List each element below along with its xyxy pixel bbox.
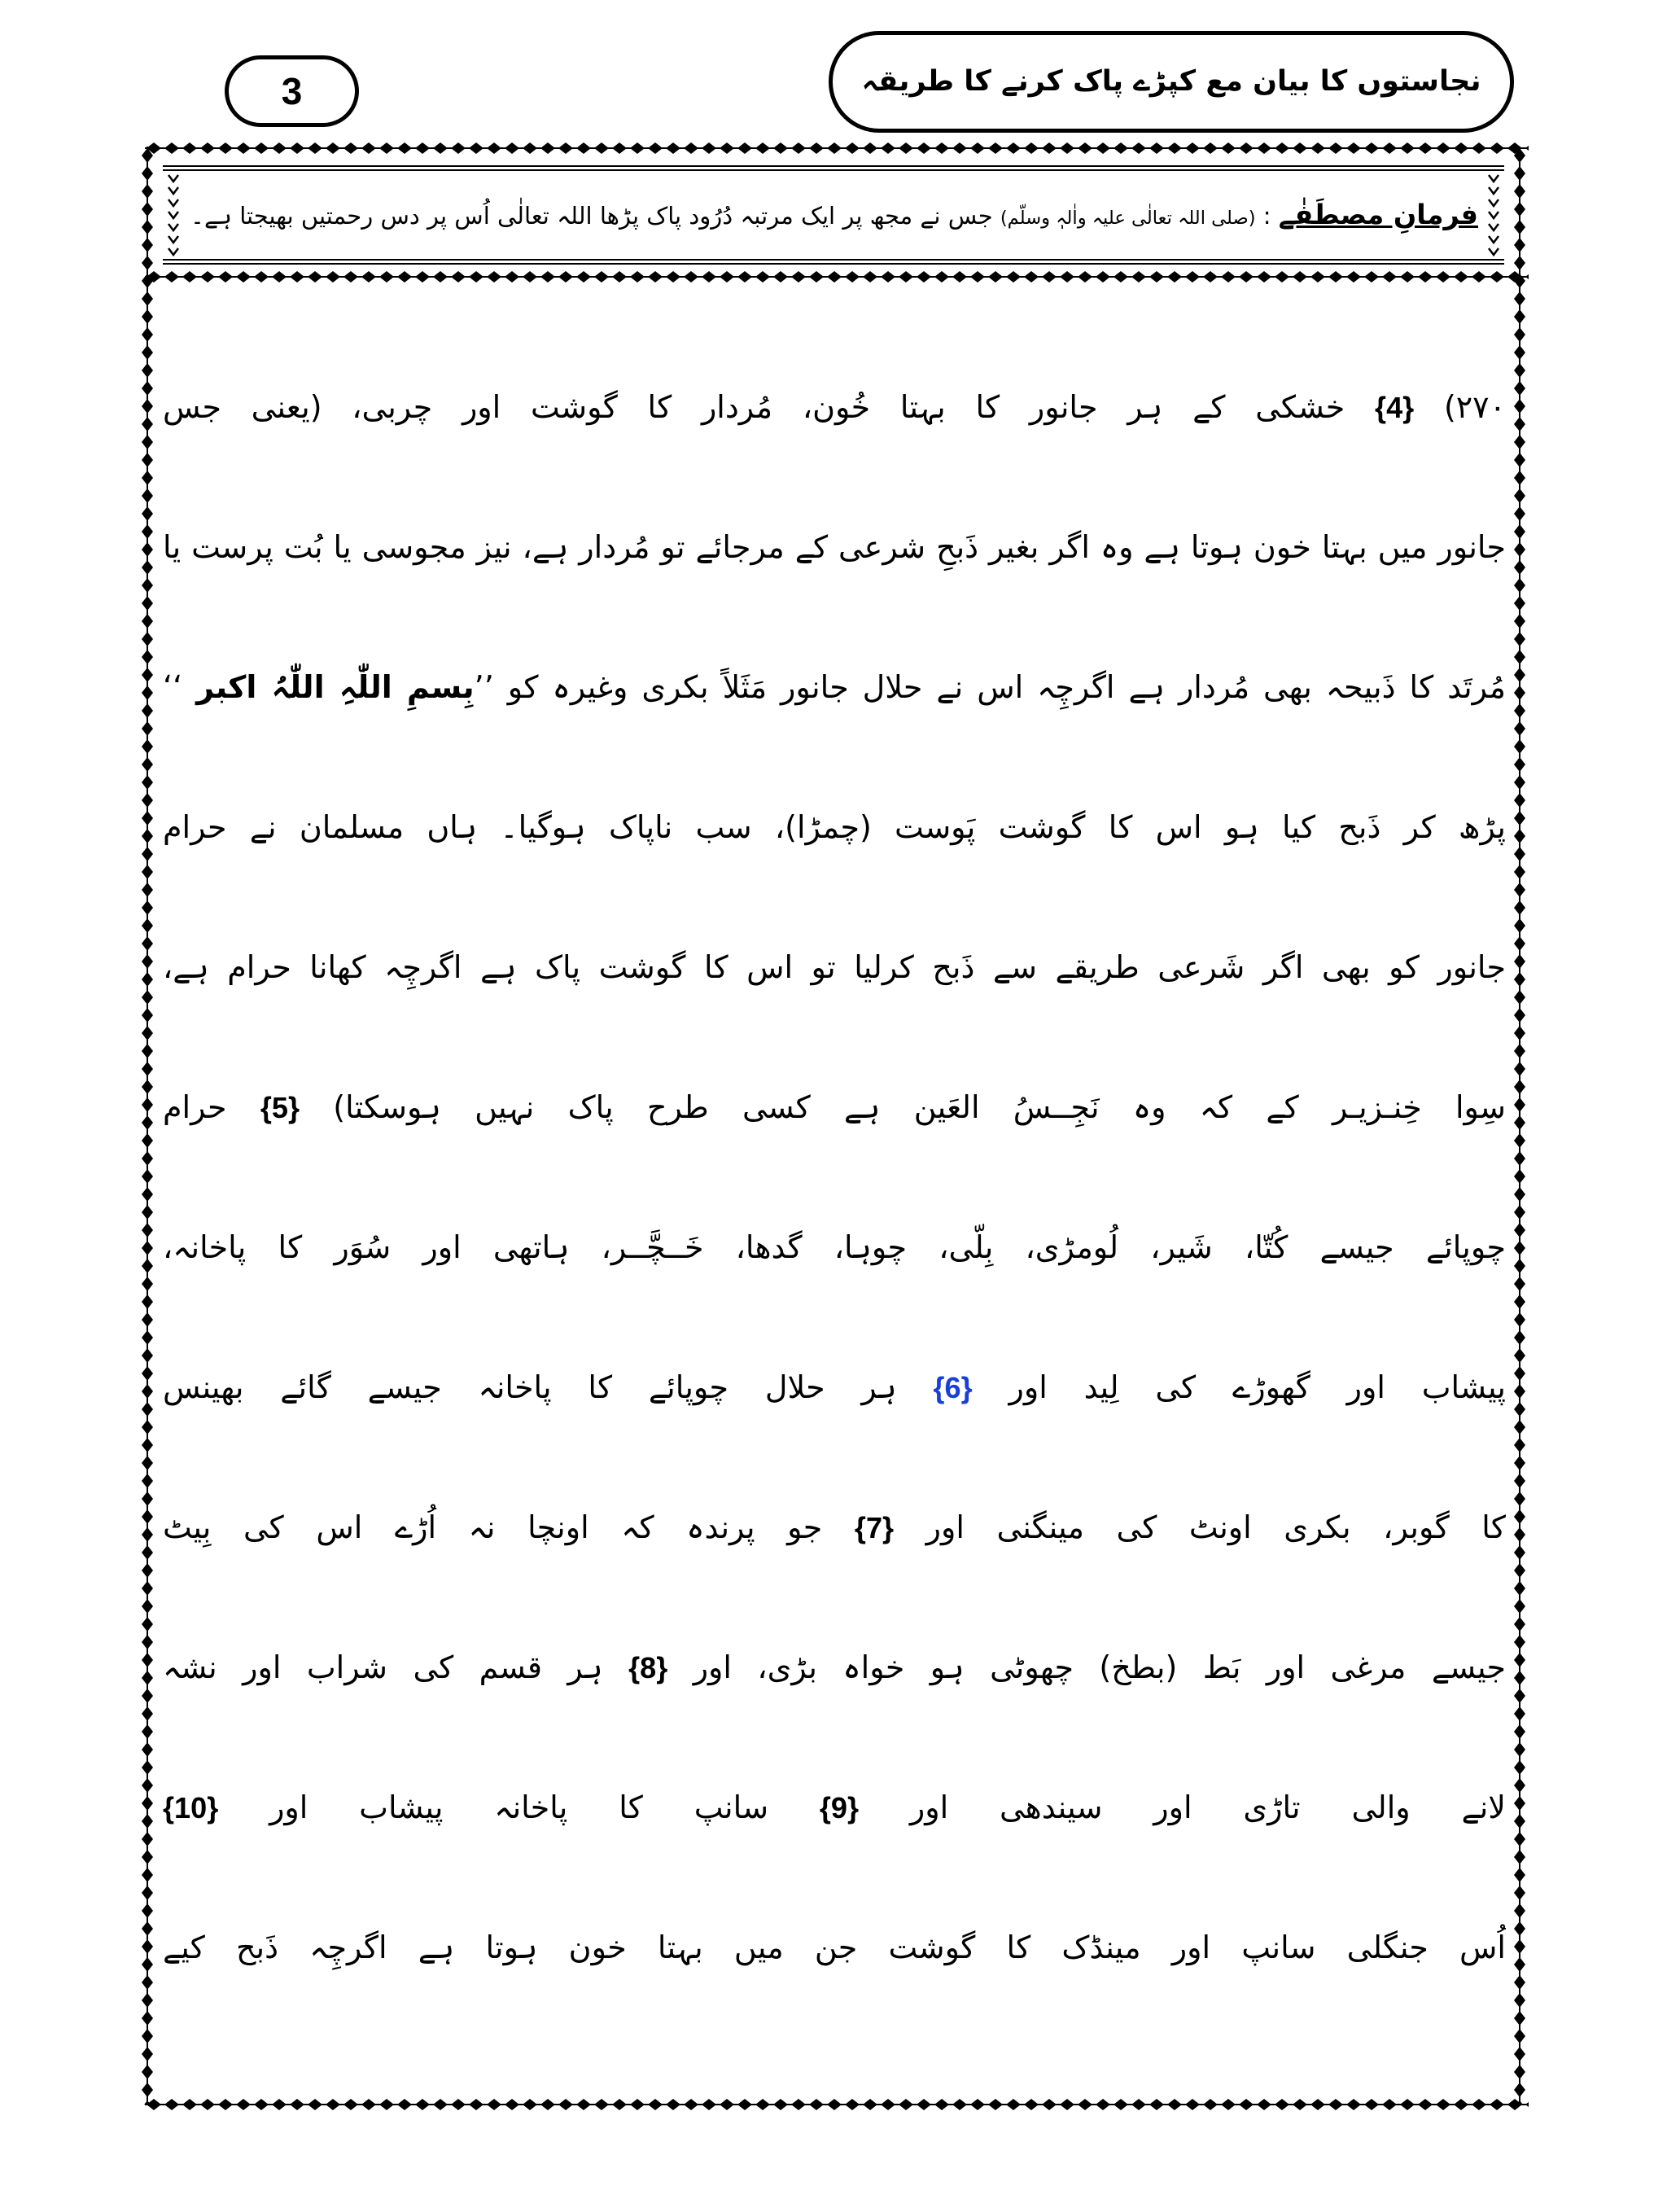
line-text: سِوا خِنـزیـر کے کہ وہ نَجِــسُ العَین ہے کسی طرح پاک نہیں ہوسکتا) — [333, 1089, 1506, 1125]
text-line-12 — [163, 1877, 1506, 2017]
text-line-11 — [163, 1737, 1506, 1877]
line-text: ہر قسم کی شراب اور نشہ — [163, 1649, 603, 1685]
chapter-title-pill — [829, 31, 1514, 133]
hadith-box — [190, 181, 1478, 249]
text-line-10 — [163, 1597, 1506, 1737]
hadith-box-bottom-line — [163, 263, 1504, 265]
line-text: پڑھ کر ذَبح کیا ہو اس کا گوشت پَوست (چمڑا)، سب ناپاک ہوگیا۔ ہاں مسلمان نے حرام — [163, 809, 1506, 845]
text-line-6 — [163, 1037, 1506, 1177]
text-line-1 — [163, 337, 1506, 477]
line-text: اُس جنگلی سانپ اور مینڈک کا گوشت جن میں بہتا خون ہوتا ہے اگرچِہ ذَبح کیے — [163, 1929, 1506, 1965]
item-number-6: {6} — [933, 1371, 973, 1404]
line-text: ہر حلال چوپائے کا پاخانہ جیسے گائے بھینس — [163, 1369, 897, 1405]
body-text — [163, 337, 1506, 2017]
text-line-5 — [163, 897, 1506, 1037]
text-line-8 — [163, 1317, 1506, 1457]
border-bottom — [145, 2096, 1529, 2113]
text-line-7 — [163, 1177, 1506, 1317]
header-separator — [145, 269, 1529, 285]
text-line-9 — [163, 1457, 1506, 1597]
line-text: سانپ کا پاخانہ پیشاب اور — [269, 1789, 769, 1825]
item-number-10: {10} — [163, 1791, 219, 1824]
footnote-ref: ۲۷۰) — [1443, 389, 1506, 425]
border-left — [139, 147, 155, 2105]
page-number: 3 — [225, 55, 359, 127]
item-number-9: {9} — [819, 1791, 860, 1824]
item-number-7: {7} — [854, 1511, 895, 1544]
text-line-2 — [163, 477, 1506, 617]
chapter-title: نجاستوں کا بیان مع کپڑے پاک کرنے کا طریقہ — [861, 65, 1481, 98]
hadith-text: جس نے مجھ پر ایک مرتبہ دُرُود پاک پڑھا اللہ تعالٰی اُس پر دس رحمتیں بھیجتا ہے۔ — [190, 202, 993, 230]
line-text: لانے والی تاڑی اور سیندھی اور — [909, 1789, 1506, 1825]
text-line-3 — [163, 617, 1506, 757]
quote-mark: ‘‘ — [163, 669, 183, 705]
line-text: مُرتَد کا ذَبیحہ بھی مُردار ہے اگرچِہ اس نے حلال جانور مَثَلاً بکری وغیرہ کو ’’ — [474, 669, 1506, 705]
hadith-box-top-line — [163, 169, 1504, 171]
line-text: جو پرندہ کہ اونچا نہ اُڑے اس کی بِیٹ — [163, 1509, 823, 1545]
line-text: حرام — [163, 1089, 227, 1125]
line-text: جانور کو بھی اگر شَرعی طریقے سے ذَبح کرلیا تو اس کا گوشت پاک ہے اگرچِہ کھانا حرام ہے، — [163, 949, 1506, 985]
item-number-8: {8} — [628, 1651, 668, 1684]
hadith-box-bottom-line — [163, 259, 1504, 261]
line-text: کا گوبر، بکری اونٹ کی مینگنی اور — [925, 1509, 1506, 1545]
hadith-label: فرمانِ مصطَفٰے — [1278, 199, 1478, 230]
line-text: چوپائے جیسے کُتّا، شَیر، لُومڑی، بِلّی، چوہا، گدھا، خَــچَّــر، ہاتھی اور سُوَر کا پاخانہ، — [163, 1229, 1506, 1265]
border-top — [145, 140, 1529, 156]
line-text: خشکی کے ہر جانور کا بہتا خُون، مُردار کا گوشت اور چربی، (یعنی جس — [163, 389, 1345, 425]
line-text: جانور میں بہتا خون ہوتا ہے وہ اگر بغیر ذَبحِ شرعی کے مرجائے تو مُردار ہے، نیز مجوسی یا بُت پرست یا — [163, 529, 1506, 565]
hadith-separator: : — [1262, 202, 1271, 230]
item-number-5: {5} — [260, 1091, 300, 1124]
hadith-box-top-line — [163, 165, 1504, 167]
border-right — [1512, 147, 1528, 2105]
text-line-4 — [163, 757, 1506, 897]
hadith-box-right-ornament — [1485, 173, 1502, 258]
line-text: جیسے مرغی اور بَط (بطخ) چھوٹی ہو خواہ بڑی، اور — [693, 1649, 1506, 1685]
hadith-box-left-ornament — [165, 173, 182, 258]
item-number-4: {4} — [1375, 391, 1415, 424]
quoted-phrase: بِسمِ اللّٰہِ اللّٰہُ اکبر — [196, 669, 475, 705]
line-text: پیشاب اور گھوڑے کی لِید اور — [1009, 1369, 1506, 1405]
hadith-salutation: (صلی اللہ تعالٰی علیہ واٰلہٖ وسلّم) — [1000, 208, 1256, 229]
